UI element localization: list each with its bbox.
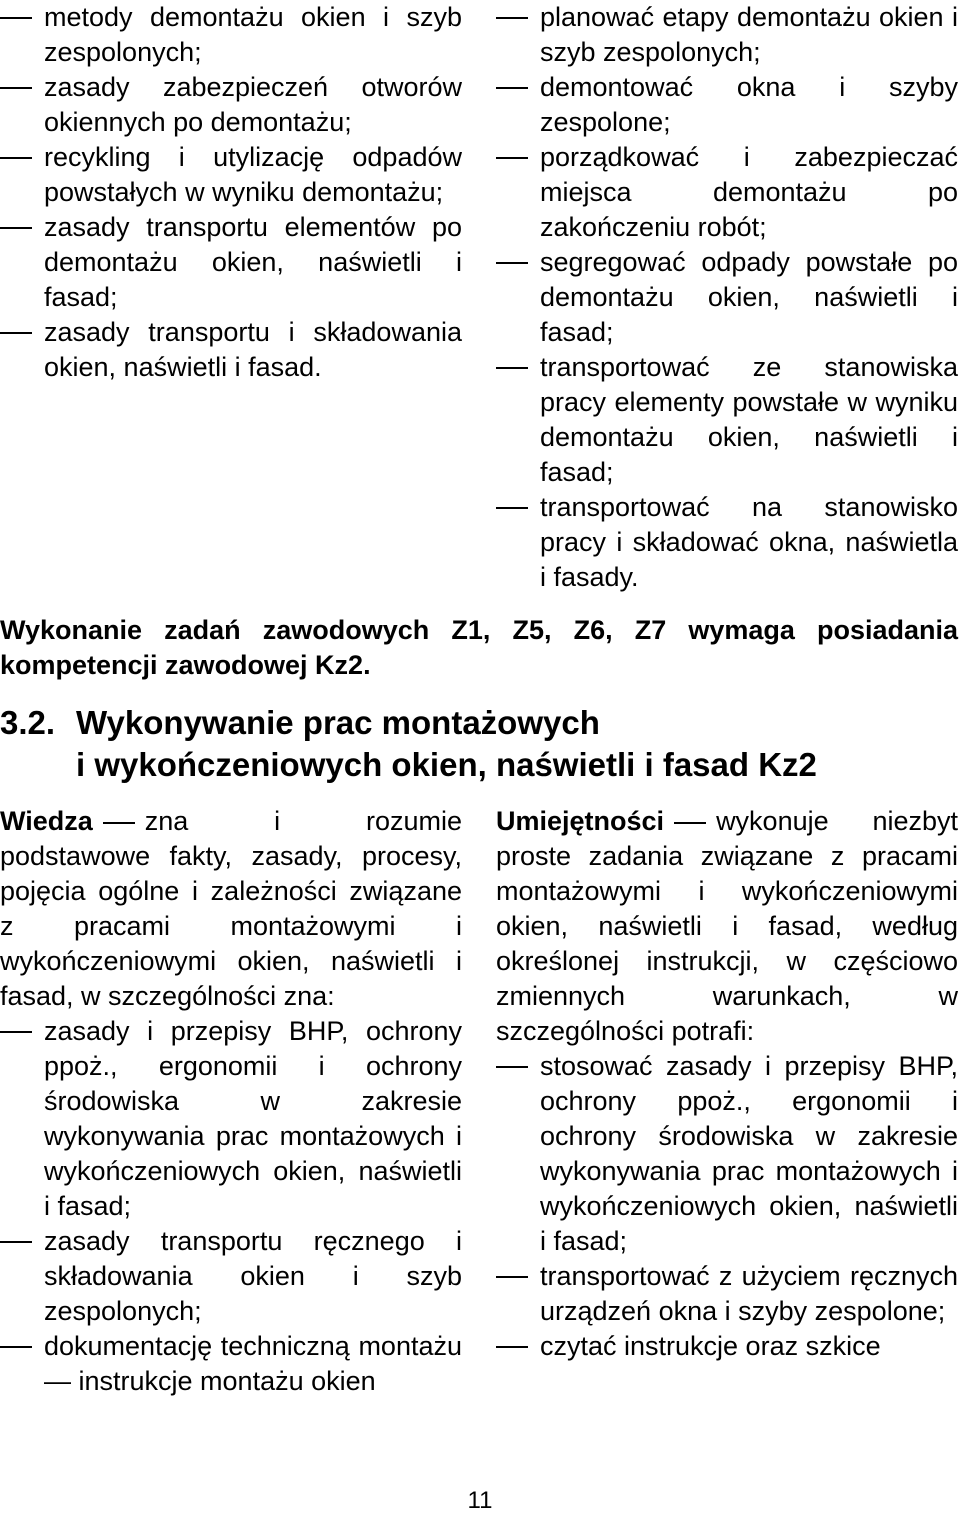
dash-bullet (496, 507, 528, 509)
list-item: transportować na stanowisko pracy i składować okna, naświetla i fasady. (496, 490, 958, 595)
skills-list-continued (496, 0, 958, 595)
dash-bullet (0, 157, 32, 159)
list-item: transportować z użyciem ręcznych urządzeń okna i szyby zespolone; (496, 1259, 958, 1329)
competence-note: Wykonanie zadań zawodowych Z1, Z5, Z6, Z7 wymaga posiadania kompetencji zawodowej Kz2. (0, 615, 958, 680)
dash-separator (674, 822, 706, 824)
dash-bullet (496, 17, 528, 19)
dash-bullet (0, 17, 32, 19)
top-right-column (496, 0, 958, 595)
dash-bullet (496, 157, 528, 159)
dash-bullet (0, 87, 32, 89)
dash-bullet (0, 227, 32, 229)
section-title-line1: Wykonywanie prac montażowych (76, 704, 600, 741)
skills-column (496, 804, 958, 1364)
skills-list (496, 1049, 958, 1364)
dash-bullet (496, 367, 528, 369)
dash-bullet (0, 1031, 32, 1033)
section-title-line2: i wykończeniowych okien, naświetli i fasad Kz2 (76, 746, 817, 783)
skills-intro (496, 804, 958, 1049)
knowledge-column (0, 804, 462, 1399)
list-item: recykling i utylizację odpadów powstałych w wyniku demontażu; (0, 140, 462, 210)
list-item: demontować okna i szyby zespolone; (496, 70, 958, 140)
knowledge-intro-text: zna i rozumie podstawowe fakty, zasady, procesy, pojęcia ogólne i zależności związane z pracami montażowymi i wykończeniowymi okien, naświetli i fasad, w szczególności zna: (0, 806, 462, 1011)
list-item: stosować zasady i przepisy BHP, ochrony ppoż., ergonomii i ochrony środowiska w zakresie wykonywania prac montażowych i wykończeniowych okien, naświetli i fasad; (496, 1049, 958, 1259)
knowledge-label: Wiedza (0, 806, 93, 836)
section-number: 3.2. (0, 704, 56, 741)
list-item: zasady transportu i składowania okien, naświetli i fasad. (0, 315, 462, 385)
page-number: 11 (467, 1487, 493, 1514)
section-heading (0, 702, 958, 786)
dash-bullet (0, 332, 32, 334)
list-item: zasady transportu elementów po demontażu okien, naświetli i fasad; (0, 210, 462, 315)
skills-label: Umiejętności (496, 806, 665, 836)
dash-bullet (496, 1276, 528, 1278)
knowledge-list-continued (0, 0, 462, 385)
dash-separator (103, 822, 135, 824)
list-item: czytać instrukcje oraz szkice (496, 1329, 958, 1364)
list-item: porządkować i zabezpieczać miejsca demontażu po zakończeniu robót; (496, 140, 958, 245)
dash-bullet (496, 87, 528, 89)
list-item: zasady zabezpieczeń otworów okiennych po demontażu; (0, 70, 462, 140)
dash-bullet (496, 262, 528, 264)
list-item: segregować odpady powstałe po demontażu okien, naświetli i fasad; (496, 245, 958, 350)
dash-bullet (0, 1241, 32, 1243)
knowledge-list (0, 1014, 462, 1399)
skills-intro-text: wykonuje niezbyt proste zadania związane z pracami montażowymi i wykończeniowymi okien, naświetli i fasad, według określonej instrukcji, w częściowo zmiennych warunkach, w szczególności potrafi: (496, 806, 958, 1046)
list-item: planować etapy demontażu okien i szyb zespolonych; (496, 0, 958, 70)
list-item: metody demontażu okien i szyb zespolonych; (0, 0, 462, 70)
knowledge-intro (0, 804, 462, 1014)
list-item: transportować ze stanowiska pracy elementy powstałe w wyniku demontażu okien, naświetli i fasad; (496, 350, 958, 490)
dash-bullet (0, 1346, 32, 1348)
top-left-column (0, 0, 462, 385)
dash-bullet (496, 1066, 528, 1068)
list-item: dokumentację techniczną montażu — instrukcje montażu okien (0, 1329, 462, 1399)
dash-bullet (496, 1346, 528, 1348)
list-item: zasady transportu ręcznego i składowania okien i szyb zespolonych; (0, 1224, 462, 1329)
list-item: zasady i przepisy BHP, ochrony ppoż., ergonomii i ochrony środowiska w zakresie wykonywania prac montażowych i wykończeniowych okien, naświetli i fasad; (0, 1014, 462, 1224)
